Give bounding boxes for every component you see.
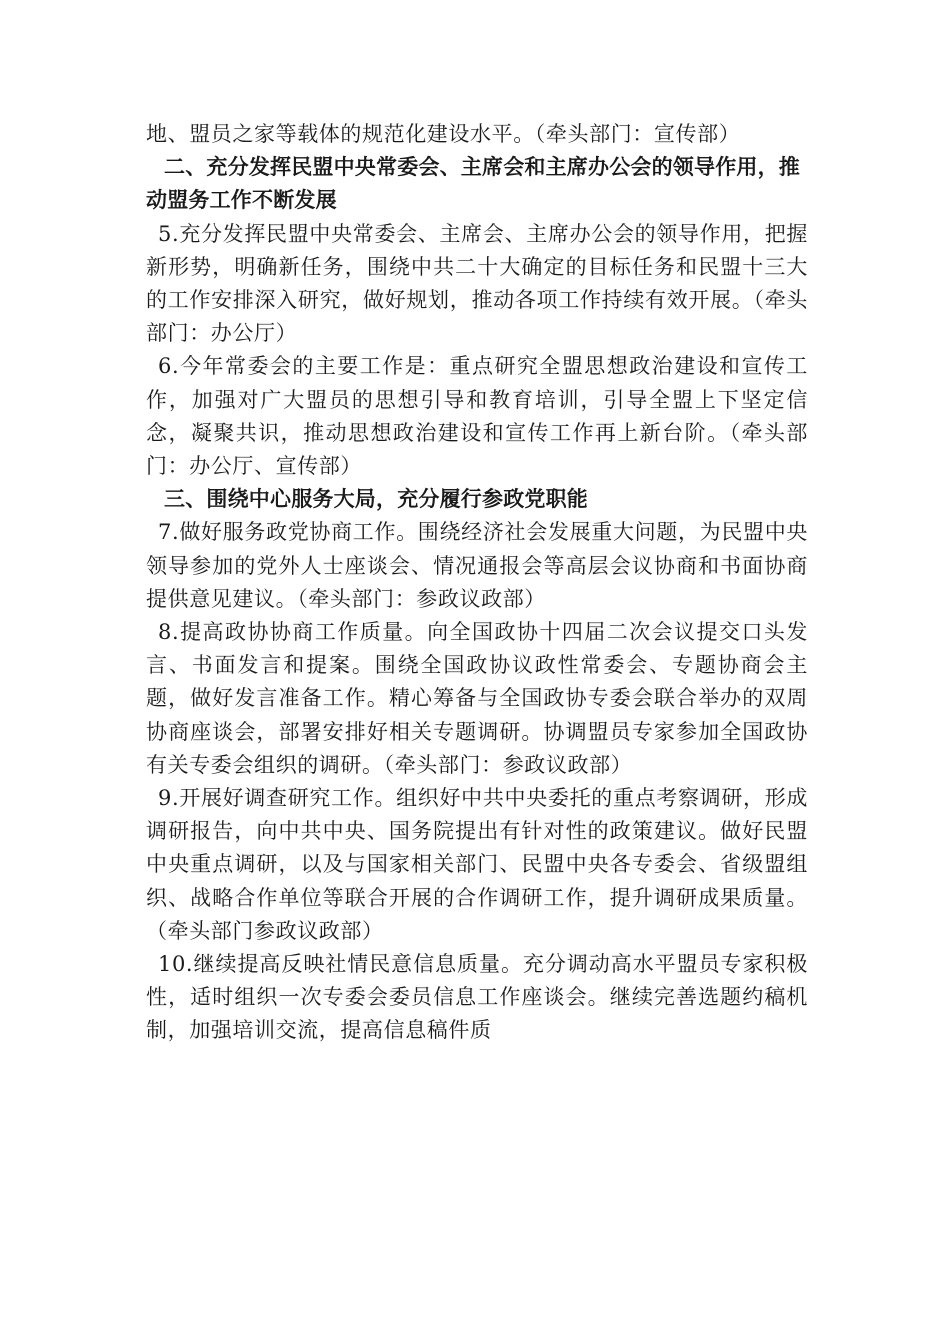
paragraph-continuation: 地、盟员之家等载体的规范化建设水平。（牵头部门：宣传部） [146, 122, 741, 146]
section-heading-2: 二、充分发挥民盟中央常委会、主席会和主席办公会的领导作用，推动盟务工作不断发展 [146, 155, 800, 213]
document-page [146, 118, 808, 1048]
paragraph-item-10: 10.继续提高反映社情民意信息质量。充分调动高水平盟员专家积极性，适时组织一次专委会委员信息工作座谈会。继续完善选题约稿机制，加强培训交流，提高信息稿件质 [146, 952, 808, 1043]
section-heading-3: 三、围绕中心服务大局，充分履行参政党职能 [164, 487, 588, 512]
paragraph-item-5: 5.充分发挥民盟中央常委会、主席会、主席办公会的领导作用，把握新形势，明确新任务，围绕中共二十大确定的目标任务和民盟十三大的工作安排深入研究，做好规划，推动各项工作持续有效开展。（牵头部门：办公厅） [146, 221, 808, 346]
paragraph-item-8: 8.提高政协协商工作质量。向全国政协十四届二次会议提交口头发言、书面发言和提案。围绕全国政协议政性常委会、专题协商会主题，做好发言准备工作。精心筹备与全国政协专委会联合举办的双周协商座谈会，部署安排好相关专题调研。协调盟员专家参加全国政协有关专委会组织的调研。（牵头部门：参政议政部） [146, 620, 808, 777]
paragraph-item-7: 7.做好服务政党协商工作。围绕经济社会发展重大问题，为民盟中央领导参加的党外人士座谈会、情况通报会等高层会议协商和书面协商提供意见建议。（牵头部门：参政议政部） [146, 520, 808, 611]
paragraph-item-9: 9.开展好调查研究工作。组织好中共中央委托的重点考察调研，形成调研报告，向中共中央、国务院提出有针对性的政策建议。做好民盟中央重点调研，以及与国家相关部门、民盟中央各专委会、省级盟组织、战略合作单位等联合开展的合作调研工作，提升调研成果质量。（牵头部门参政议政部） [146, 786, 808, 943]
paragraph-item-6: 6.今年常委会的主要工作是：重点研究全盟思想政治建设和宣传工作，加强对广大盟员的思想引导和教育培训，引导全盟上下坚定信念，凝聚共识，推动思想政治建设和宣传工作再上新台阶。（牵头部门：办公厅、宣传部） [146, 354, 808, 479]
